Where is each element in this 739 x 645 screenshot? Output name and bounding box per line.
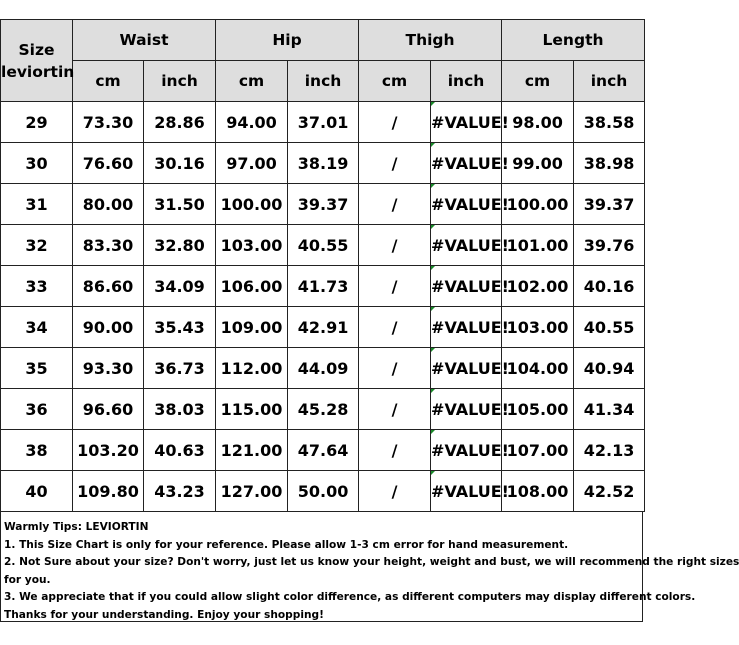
table-row [1,348,645,389]
size-cell: 38 [1,430,73,471]
length-cm-cell: 102.00 [502,266,574,307]
waist-cm-cell: 103.20 [73,430,144,471]
unit-cm-header: cm [73,61,144,102]
thigh-inch-cell: #VALUE! [431,389,502,430]
hip-cm-cell: 115.00 [216,389,288,430]
thigh-inch-cell: #VALUE! [431,225,502,266]
size-label: Size [18,40,55,59]
hip-cm-cell: 103.00 [216,225,288,266]
table-row [1,430,645,471]
length-inch-cell: 38.98 [574,143,645,184]
length-cm-cell: 107.00 [502,430,574,471]
hip-inch-cell: 45.28 [288,389,359,430]
size-rows [1,102,645,512]
hip-cm-cell: 121.00 [216,430,288,471]
table-row [1,184,645,225]
hip-cm-cell: 100.00 [216,184,288,225]
tip-line: for you. [4,573,51,586]
size-cell: 29 [1,102,73,143]
tips-panel [0,512,739,622]
hip-inch-cell: 38.19 [288,143,359,184]
length-inch-cell: 40.55 [574,307,645,348]
waist-cm-cell: 76.60 [73,143,144,184]
hip-cm-cell: 109.00 [216,307,288,348]
thigh-inch-cell: #VALUE! [431,430,502,471]
thigh-inch-cell: #VALUE! [431,307,502,348]
size-cell: 30 [1,143,73,184]
table-row [1,389,645,430]
length-cm-cell: 98.00 [502,102,574,143]
hip-inch-cell: 40.55 [288,225,359,266]
thigh-cm-cell: / [359,389,431,430]
length-cm-cell: 108.00 [502,471,574,512]
hip-cm-cell: 97.00 [216,143,288,184]
unit-cm-header: cm [359,61,431,102]
thigh-cm-cell: / [359,430,431,471]
hip-inch-cell: 44.09 [288,348,359,389]
size-header [1,20,73,102]
waist-cm-cell: 93.30 [73,348,144,389]
tip-line: 1. This Size Chart is only for your reference. Please allow 1-3 cm error for hand measurement. [4,538,569,551]
unit-inch-header: inch [431,61,502,102]
tip-line: Thanks for your understanding. Enjoy your shopping! [4,608,324,621]
unit-cm-header: cm [502,61,574,102]
length-header: Length [502,20,645,61]
hip-inch-cell: 37.01 [288,102,359,143]
hip-inch-cell: 50.00 [288,471,359,512]
thigh-cm-cell: / [359,184,431,225]
tip-line: 2. Not Sure about your size? Don't worry, just let us know your height, weight and bust, we will recommend the right sizes [4,556,739,569]
waist-cm-cell: 80.00 [73,184,144,225]
length-cm-cell: 100.00 [502,184,574,225]
unit-inch-header: inch [144,61,216,102]
thigh-inch-cell: #VALUE! [431,143,502,184]
length-cm-cell: 104.00 [502,348,574,389]
table-row [1,266,645,307]
table-row [1,102,645,143]
size-chart [0,19,739,622]
waist-cm-cell: 90.00 [73,307,144,348]
length-cm-cell: 103.00 [502,307,574,348]
tips-title: Warmly Tips: LEVIORTIN [4,521,149,533]
hip-cm-cell: 112.00 [216,348,288,389]
length-cm-cell: 105.00 [502,389,574,430]
length-inch-cell: 39.37 [574,184,645,225]
waist-inch-cell: 34.09 [144,266,216,307]
waist-inch-cell: 28.86 [144,102,216,143]
thigh-inch-cell: #VALUE! [431,348,502,389]
waist-inch-cell: 38.03 [144,389,216,430]
thigh-cm-cell: / [359,307,431,348]
thigh-cm-cell: / [359,348,431,389]
hip-inch-cell: 41.73 [288,266,359,307]
unit-cm-header: cm [216,61,288,102]
size-table [0,19,645,512]
thigh-inch-cell: #VALUE! [431,471,502,512]
hip-cm-cell: 106.00 [216,266,288,307]
hip-cm-cell: 127.00 [216,471,288,512]
size-cell: 36 [1,389,73,430]
waist-inch-cell: 36.73 [144,348,216,389]
length-inch-cell: 40.16 [574,266,645,307]
hip-header: Hip [216,20,359,61]
size-cell: 33 [1,266,73,307]
brand-label: leviortin [1,62,75,81]
waist-cm-cell: 83.30 [73,225,144,266]
length-cm-cell: 99.00 [502,143,574,184]
table-row [1,307,645,348]
waist-cm-cell: 73.30 [73,102,144,143]
thigh-header: Thigh [359,20,502,61]
thigh-cm-cell: / [359,225,431,266]
waist-inch-cell: 30.16 [144,143,216,184]
thigh-inch-cell: #VALUE! [431,102,502,143]
hip-cm-cell: 94.00 [216,102,288,143]
length-inch-cell: 38.58 [574,102,645,143]
size-cell: 31 [1,184,73,225]
tip-line: 3. We appreciate that if you could allow slight color difference, as different computers may display different colors. [4,591,696,604]
hip-inch-cell: 39.37 [288,184,359,225]
length-inch-cell: 39.76 [574,225,645,266]
table-row [1,225,645,266]
thigh-inch-cell: #VALUE! [431,184,502,225]
waist-inch-cell: 32.80 [144,225,216,266]
waist-header: Waist [73,20,216,61]
length-inch-cell: 41.34 [574,389,645,430]
waist-inch-cell: 40.63 [144,430,216,471]
unit-inch-header: inch [574,61,645,102]
size-cell: 40 [1,471,73,512]
thigh-cm-cell: / [359,102,431,143]
hip-inch-cell: 42.91 [288,307,359,348]
waist-inch-cell: 43.23 [144,471,216,512]
waist-inch-cell: 31.50 [144,184,216,225]
thigh-cm-cell: / [359,143,431,184]
waist-cm-cell: 96.60 [73,389,144,430]
thigh-cm-cell: / [359,471,431,512]
length-inch-cell: 40.94 [574,348,645,389]
size-cell: 34 [1,307,73,348]
table-row [1,143,645,184]
thigh-cm-cell: / [359,266,431,307]
waist-inch-cell: 35.43 [144,307,216,348]
waist-cm-cell: 86.60 [73,266,144,307]
size-cell: 32 [1,225,73,266]
length-inch-cell: 42.52 [574,471,645,512]
length-cm-cell: 101.00 [502,225,574,266]
unit-inch-header: inch [288,61,359,102]
waist-cm-cell: 109.80 [73,471,144,512]
size-cell: 35 [1,348,73,389]
length-inch-cell: 42.13 [574,430,645,471]
hip-inch-cell: 47.64 [288,430,359,471]
thigh-inch-cell: #VALUE! [431,266,502,307]
table-row [1,471,645,512]
